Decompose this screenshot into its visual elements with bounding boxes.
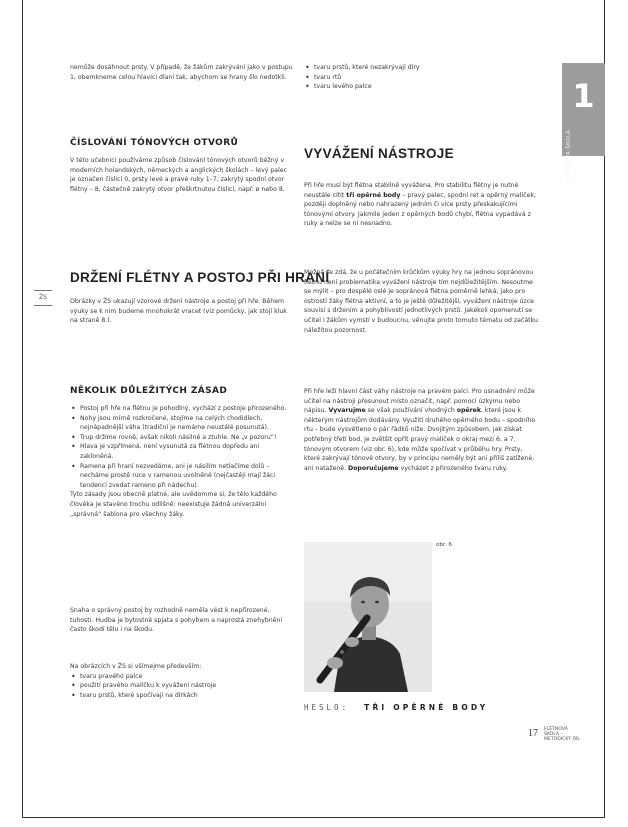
- boy-illustration: [304, 542, 432, 692]
- footer-label: FLÉTNOVÁ ŠKOLA – METODICKÝ DÍL: [544, 727, 580, 743]
- text-span: Při hře leží hlavní část váhy nástroje na pravém palci. Pro usnadnění může učitel na nástroji přesunout místo označit, např. pomocí úzkýmu nebo nápisu.: [304, 388, 535, 415]
- rules-list: [70, 404, 293, 490]
- left-intro-paragraph: [70, 63, 293, 82]
- chapter-tab: [562, 63, 605, 181]
- right-top-list-block: [304, 63, 538, 92]
- motto-value: TŘI OPĚRNÉ BODY: [364, 703, 489, 712]
- list-item: • Postoj při hře na flétnu je pohodlný, vychází z postoje přirozeného.: [80, 404, 293, 414]
- list-item: • Nohy jsou mírně rozkročené, stojíme na celých chodidlech, nejnápadnější váha (tradiční je nemáme neustálé posunutá).: [80, 414, 293, 433]
- heading-numbering: ČÍSLOVÁNÍ TÓNOVÝCH OTVORŮ: [70, 138, 239, 148]
- list-item: • tvaru prstů, které nezakrývají díry: [314, 63, 538, 73]
- text-span: se však používání vhodných: [365, 407, 457, 415]
- list-item: • tvaru prstů, které spočívají na dírkách: [80, 691, 293, 701]
- list-item: • Hlava je vzpřímená, není vysunutá za flétnou dopředu ani zakloněná.: [80, 442, 293, 461]
- page-number: 17: [528, 728, 538, 739]
- list-item: • tvaru rtů: [314, 73, 538, 83]
- bold-span: opěrek: [456, 407, 481, 415]
- right-top-list: [304, 63, 538, 92]
- rules-after-text: Tyto zásady jsou obecně platné, ale uvědomme si, že tělo každého člověka je stavěno trochu odlišně: neexistuje žádná univerzální „správná“ šablona pro všechny žáky.: [70, 491, 277, 518]
- watch-block: [70, 662, 293, 700]
- watch-intro-text: Na obrázcích v ŽS si všímejme především:: [70, 663, 202, 670]
- list-item: • použití pravého malíčku k vyvážení nástroje: [80, 681, 293, 691]
- page-border-bottom: [22, 817, 605, 818]
- balance-text-3: [304, 387, 538, 473]
- bold-span: tři opěrné body: [346, 191, 401, 199]
- text-span: , které jsou k některým nástrojům dodávány. Využití druhého opěrného bodu – spodního rtu – bude vysvětleno o pár řádků níže. Dvojitým způsobem, jak získat potřebný třetí bod, je zvětšit opřít pravý malíček o okraj mezi 6. a 7. tónovým otvorem (viz obr. 6), kde může spočívat v průběhu hry. Prsty, které zakrývají tónové otvory, by v principu neměly být ani příliš zatížené, ani nataženě.: [304, 407, 536, 472]
- heading-balance: VYVÁŽENÍ NÁSTROJE: [304, 146, 454, 161]
- chapter-label: FLÉTNOVÁ ŠKOLA: [566, 129, 572, 181]
- photo-caption: obr. 6: [436, 542, 452, 548]
- bold-span: Doporučujeme: [348, 464, 399, 472]
- list-item: • tvaru levého palce: [314, 82, 538, 92]
- balance-paragraph-3: [304, 387, 538, 473]
- list-item: • tvaru pravého palce: [80, 672, 293, 682]
- balance-paragraph-1: [304, 181, 538, 229]
- watch-list: [70, 672, 293, 701]
- holding-text: Obrázky v ŽS ukazují vzorové držení nástroje a postoj při hře. Během výuky se k nim budeme mnohokrát vracet (viz pomůcky, jak stojí kluk na straně 8.).: [70, 298, 287, 325]
- heading-rules: NĚKOLIK DŮLEŽITÝCH ZÁSAD: [70, 386, 228, 396]
- text-span: Při hře musí být flétna stabilně vyvážena. Pro stabilitu flétny je nutné neustále cítit: [304, 182, 519, 199]
- balance-text-2: Možná se zdá, že u počátečním krůčkům výuky hry na jednou sopránovou flétnu není problematika vyvážení nástroje tím nejdůležitějším. Nesoutme se mýlit – pro dospělé oslé je sopránová flétna poměrně lehká, jako pro ostrosti žáky flétna aktivní, a to je ještě důležitější, vyvážení nástroje úzce souvisí s držením a pohyblivostí jednotlivých prstů. Jakékoli opomenutí se učitel i žákům vymstí v budoucnu, věnujte proto tomuto tématu od začátku náležitou pozornost.: [304, 269, 538, 334]
- motto: [304, 703, 488, 712]
- list-item: • Ramena při hraní nezvedáme, ani je násilím netlačíme dolů – necháme prostě ruce v ramenou uvolněné (nejčastěji mají žáci tendenci zvedat rameno při nádechu).: [80, 462, 293, 491]
- workbook-margin-icon: [34, 290, 52, 306]
- motto-label: HESLO:: [304, 703, 350, 712]
- numbering-text: V této učebnici používáme způsob číslování tónových otvorů běžný v moderních holandských, německých a anglických školách – levý palec je označen číslicí 0, prsty levé a pravé ruky 1–7, zakrytý spodní otvor flétny – 8, částečně zakrytý otvor přeškrtnutou číslicí, např. ø nebo 8.: [70, 157, 288, 193]
- numbering-paragraph: [70, 156, 293, 194]
- heading-holding: DRŽENÍ FLÉTNY A POSTOJ PŘI HRANÍ: [70, 270, 330, 285]
- list-item: • Trup držíme rovně, avšak nikoli násilně a ztuhle. Ne „v pozoru“!: [80, 433, 293, 443]
- holding-paragraph: [70, 297, 293, 326]
- rules-block: [70, 404, 293, 519]
- balance-text-1: [304, 181, 538, 229]
- strive-text: Snaha o správný postoj by rozhodně neměla vést k nepřirozené, tuhosti. Hudba je bytostně spjata s pohybem a naprostá znehybnění často škodí tělu i na škodu.: [70, 607, 283, 634]
- balance-paragraph-2: [304, 268, 538, 335]
- text-span: – pravý palec, spodní ret a opěrný malíček, později doplněný nebo nahrazený jedním či více prsty přeskakujícími tónovými otvory. Jakmile jeden z opěrných bodů chybí, flétna vypadává z ruky a nelze se ní nesnadno.: [304, 191, 536, 228]
- text-span: vycházet z přirozeného tvaru ruky.: [398, 464, 508, 472]
- intro-text: nemůže dosáhnout prsty. V případě, že žákům zakrývání jako v postupu 1, obemkneme celou hlavici dlaní tak, abychom se hrany šlo nedotkli.: [70, 64, 293, 81]
- strive-paragraph: [70, 606, 293, 635]
- photo-boy-with-recorder: [304, 542, 432, 692]
- chapter-number: 1: [572, 77, 595, 115]
- bold-span: Vyvarujme: [328, 407, 366, 415]
- margin-mark-label: ŽS: [39, 294, 47, 301]
- page-border-left: [22, 0, 23, 818]
